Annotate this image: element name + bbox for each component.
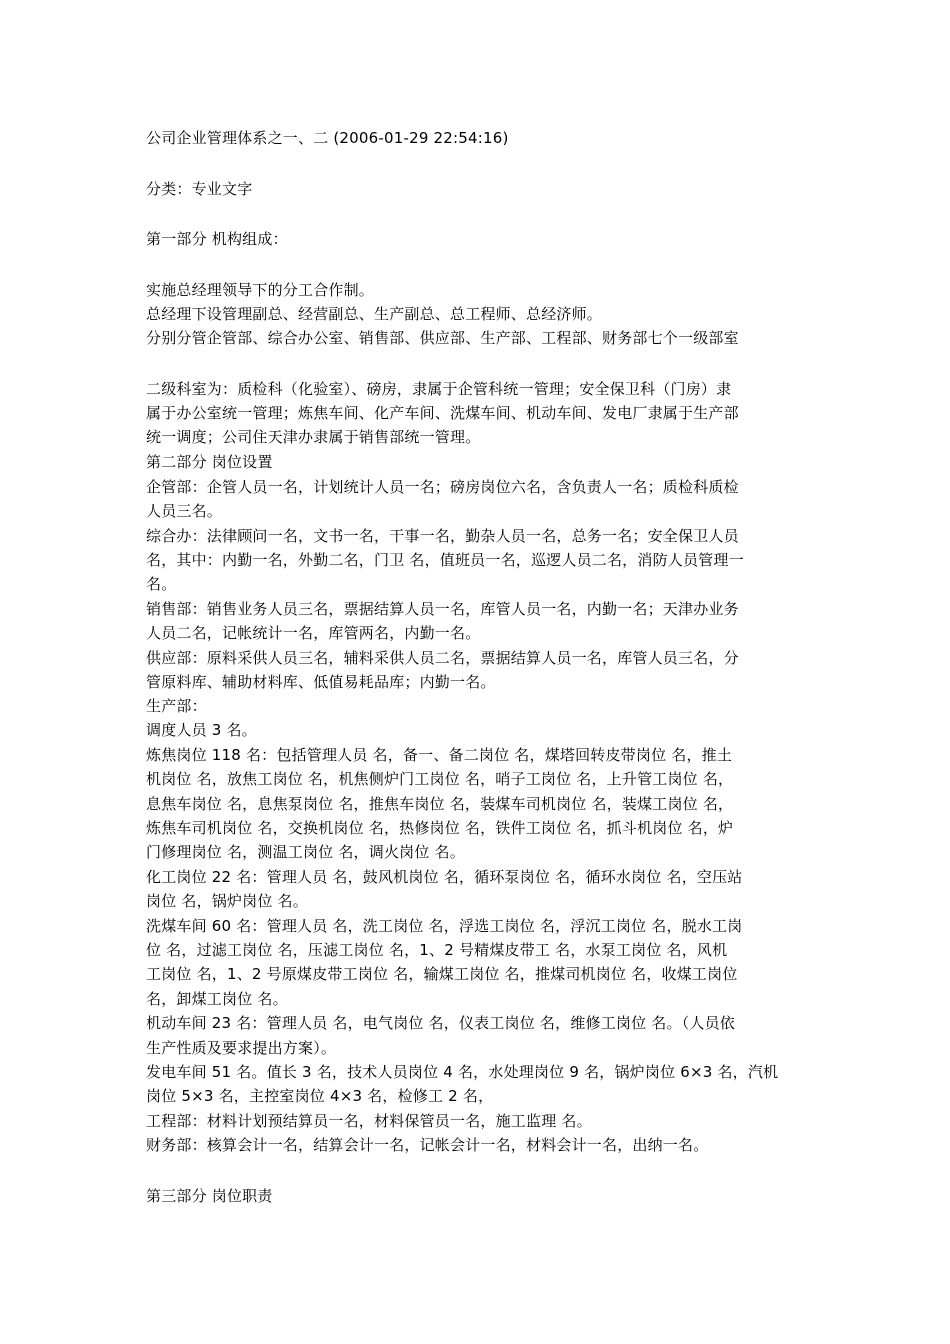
text-line: 企管部：企管人员一名，计划统计人员一名；磅房岗位六名，含负责人一名；质检科质检 [146,478,739,496]
text-line: 名，卸煤工岗位 名。 [146,990,288,1008]
document-title: 公司企业管理体系之一、二 (2006-01-29 22:54:16) [146,129,509,147]
text-line: 炼焦车司机岗位 名，交换机岗位 名，热修岗位 名，铁件工岗位 名，抓斗机岗位 名，炉 [146,819,734,837]
text-line: 人员二名，记帐统计一名，库管两名，内勤一名。 [146,624,481,642]
text-line: 综合办：法律顾问一名，文书一名，干事一名，勤杂人员一名，总务一名；安全保卫人员 [146,527,739,545]
text-line: 总经理下设管理副总、经营副总、生产副总、总工程师、总经济师。 [146,305,603,323]
text-line: 调度人员 3 名。 [146,721,257,739]
section-heading: 第三部分 岗位职责 [146,1187,273,1205]
text-line: 息焦车岗位 名，息焦泵岗位 名，推焦车岗位 名，装煤车司机岗位 名，装煤工岗位 名， [146,795,734,813]
text-line: 实施总经理领导下的分工合作制。 [146,281,375,299]
text-line: 统一调度；公司住天津办隶属于销售部统一管理。 [146,428,481,446]
category-line: 分类：专业文字 [146,180,253,198]
text-line: 分别分管企管部、综合办公室、销售部、供应部、生产部、工程部、财务部七个一级部室 [146,329,739,347]
text-line: 炼焦岗位 118 名：包括管理人员 名，备一、备二岗位 名，煤塔回转皮带岗位 名，推土 [146,746,733,764]
text-line: 洗煤车间 60 名：管理人员 名，洗工岗位 名，浮选工岗位 名，浮沉工岗位 名，脱水工岗 [146,917,743,935]
text-line: 化工岗位 22 名：管理人员 名，鼓风机岗位 名，循环泵岗位 名，循环水岗位 名，空压站 [146,868,743,886]
text-line: 名，其中：内勤一名，外勤二名，门卫 名，值班员一名，巡逻人员二名，消防人员管理一 [146,551,744,569]
text-line: 机岗位 名，放焦工岗位 名，机焦侧炉门工岗位 名，哨子工岗位 名，上升管工岗位 名， [146,770,734,788]
text-line: 名。 [146,575,177,593]
text-line: 生产性质及要求提出方案）。 [146,1039,337,1057]
text-line: 工程部：材料计划预结算员一名，材料保管员一名，施工监理 名。 [146,1112,592,1130]
text-line: 生产部： [146,697,207,715]
text-line: 销售部：销售业务人员三名，票据结算人员一名，库管人员一名，内勤一名；天津办业务 [146,600,739,618]
text-line: 岗位 5×3 名，主控室岗位 4×3 名，检修工 2 名， [146,1087,494,1105]
text-line: 岗位 名，锅炉岗位 名。 [146,892,308,910]
text-line: 门修理岗位 名，测温工岗位 名，调火岗位 名。 [146,843,465,861]
text-line: 发电车间 51 名。值长 3 名，技术人员岗位 4 名，水处理岗位 9 名，锅炉岗位 6×3 名，汽机 [146,1063,779,1081]
text-line: 位 名，过滤工岗位 名，压滤工岗位 名，1、2 号精煤皮带工 名，水泵工岗位 名，风机 [146,941,728,959]
text-line: 机动车间 23 名：管理人员 名，电气岗位 名，仪表工岗位 名，维修工岗位 名。（人员依 [146,1014,735,1032]
text-line: 二级科室为：质检科（化验室）、磅房，隶属于企管科统一管理；安全保卫科（门房）隶 [146,380,732,398]
text-line: 财务部：核算会计一名，结算会计一名，记帐会计一名，材料会计一名，出纳一名。 [146,1136,709,1154]
section-heading: 第一部分 机构组成： [146,230,288,248]
section-heading: 第二部分 岗位设置 [146,453,273,471]
text-line: 供应部：原料采供人员三名，辅料采供人员二名，票据结算人员一名，库管人员三名，分 [146,649,739,667]
text-line: 人员三名。 [146,502,223,520]
text-line: 属于办公室统一管理；炼焦车间、化产车间、洗煤车间、机动车间、发电厂隶属于生产部 [146,404,739,422]
text-line: 工岗位 名，1、2 号原煤皮带工岗位 名，输煤工岗位 名，推煤司机岗位 名，收煤工岗位 [146,965,738,983]
text-line: 管原料库、辅助材料库、低值易耗品库；内勤一名。 [146,673,496,691]
